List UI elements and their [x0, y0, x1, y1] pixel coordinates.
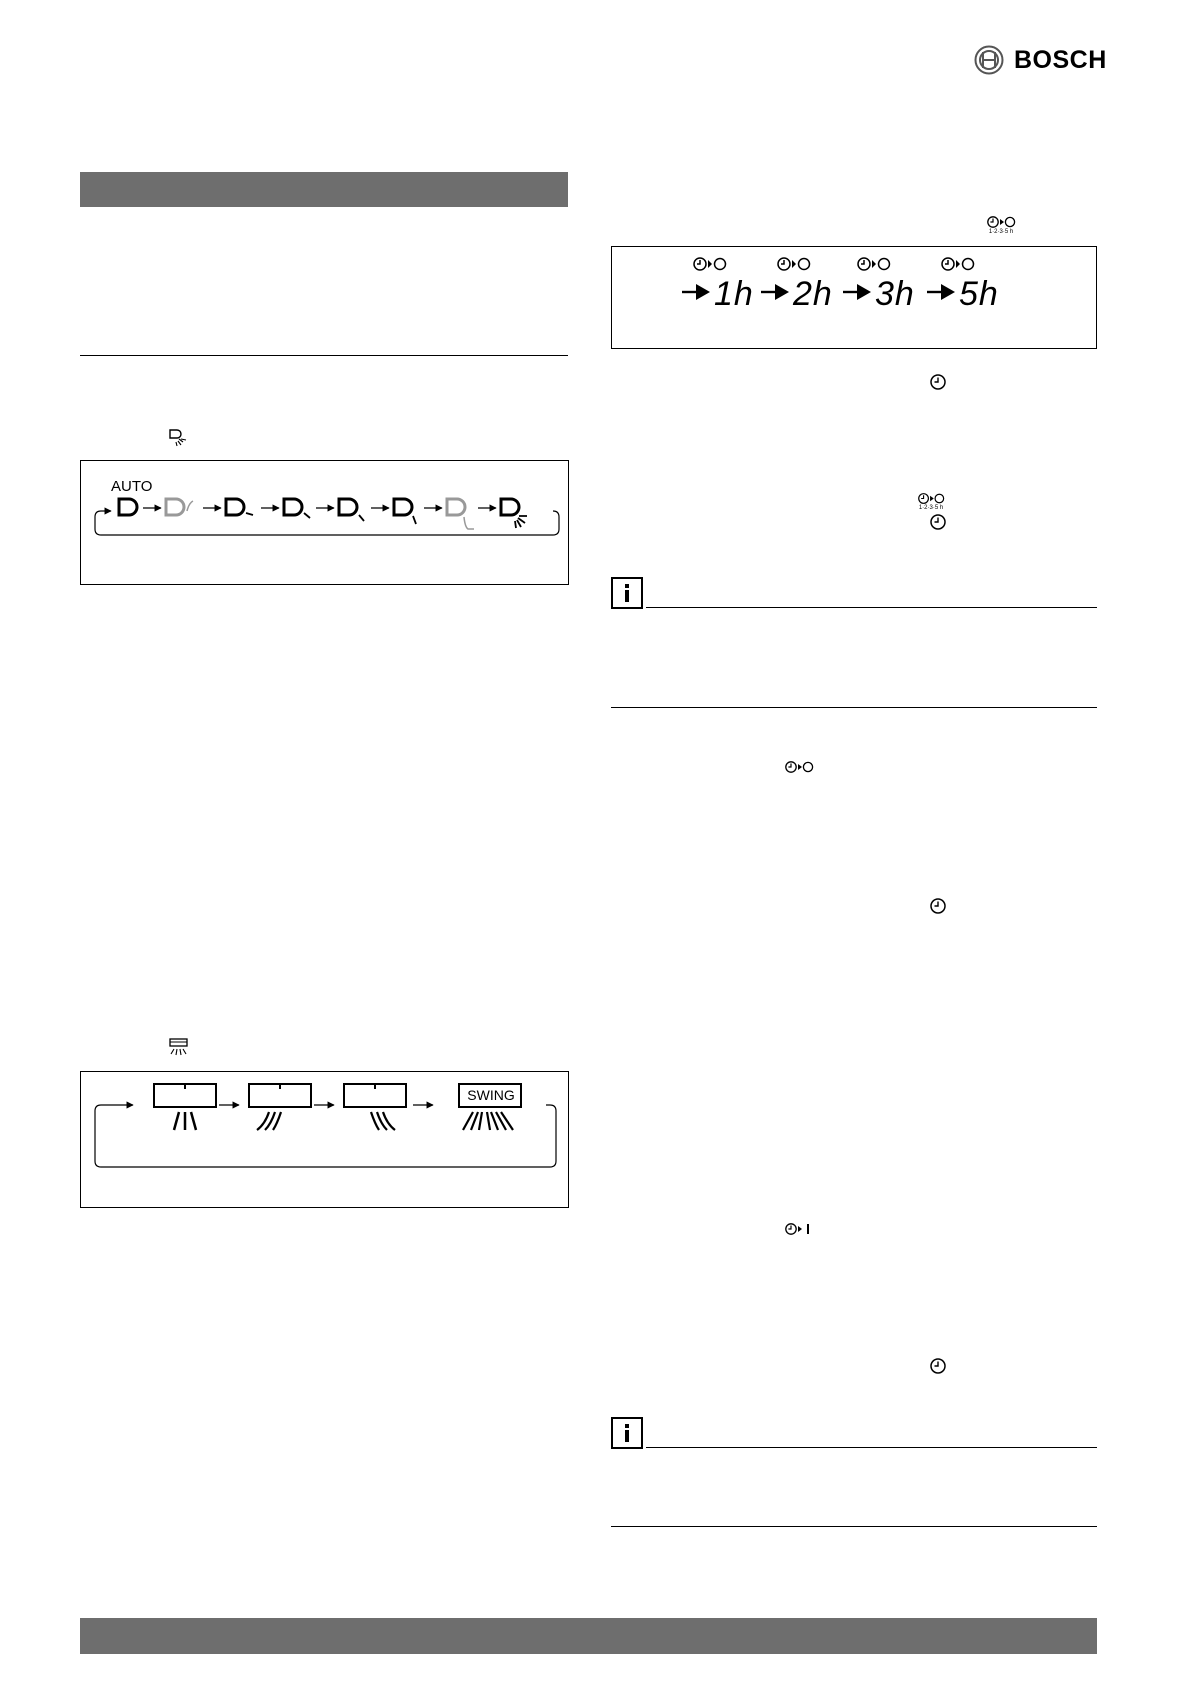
info-note-end-rule	[611, 707, 1097, 708]
airflow-step-right	[344, 1084, 406, 1130]
brand-logo	[974, 45, 1107, 75]
timer-off-icon	[986, 215, 1016, 229]
timer-off-icon	[784, 760, 814, 774]
airflow-step-left	[249, 1084, 311, 1130]
swing-label: SWING	[467, 1087, 515, 1103]
brand-name: BOSCH	[1014, 45, 1107, 74]
fan-step-quiet	[166, 499, 193, 515]
fan-speed-icon	[168, 428, 190, 448]
divider	[80, 355, 568, 356]
timer-value-1h: 1h	[714, 275, 754, 313]
clock-icon	[929, 1357, 947, 1375]
timer-value-5h: 5h	[959, 275, 999, 313]
timer-caption: 1·2·3·5 h	[988, 229, 1014, 235]
fan-step-speed-2	[284, 499, 310, 518]
fan-step-speed-3	[339, 499, 364, 521]
fan-step-auto	[119, 499, 137, 515]
info-icon	[611, 577, 643, 609]
fan-step-speed-4	[394, 499, 416, 524]
timer-off-icon	[916, 492, 946, 505]
timer-caption: 1·2·3·5 h	[918, 505, 944, 511]
clock-icon	[929, 513, 947, 531]
auto-label: AUTO	[111, 478, 153, 495]
info-note-rule	[646, 1447, 1097, 1448]
clock-icon	[929, 897, 947, 915]
timer-off-caption-icon	[986, 215, 1016, 236]
fan-step-turbo	[501, 499, 527, 528]
clock-icon	[929, 373, 947, 391]
timer-value-3h: 3h	[875, 275, 915, 313]
timer-on-icon	[784, 1222, 814, 1236]
airflow-direction-diagram	[80, 1071, 569, 1208]
section-header-bar	[80, 172, 568, 207]
info-note-end-rule	[611, 1526, 1097, 1527]
fan-speed-diagram	[80, 460, 569, 585]
timer-value-2h: 2h	[793, 275, 833, 313]
info-note-rule	[646, 607, 1097, 608]
fan-speed-sequence	[81, 461, 570, 586]
bosch-armature-icon	[974, 45, 1004, 75]
timer-sequence	[612, 247, 1098, 350]
timer-display	[611, 246, 1097, 349]
fan-step-speed-5	[447, 499, 474, 529]
timer-off-caption-icon	[916, 492, 946, 511]
fan-step-speed-1	[226, 499, 253, 515]
info-icon	[611, 1417, 643, 1449]
airflow-direction-icon	[168, 1037, 190, 1057]
airflow-step-straight	[154, 1084, 216, 1130]
footer-bar	[80, 1618, 1097, 1654]
